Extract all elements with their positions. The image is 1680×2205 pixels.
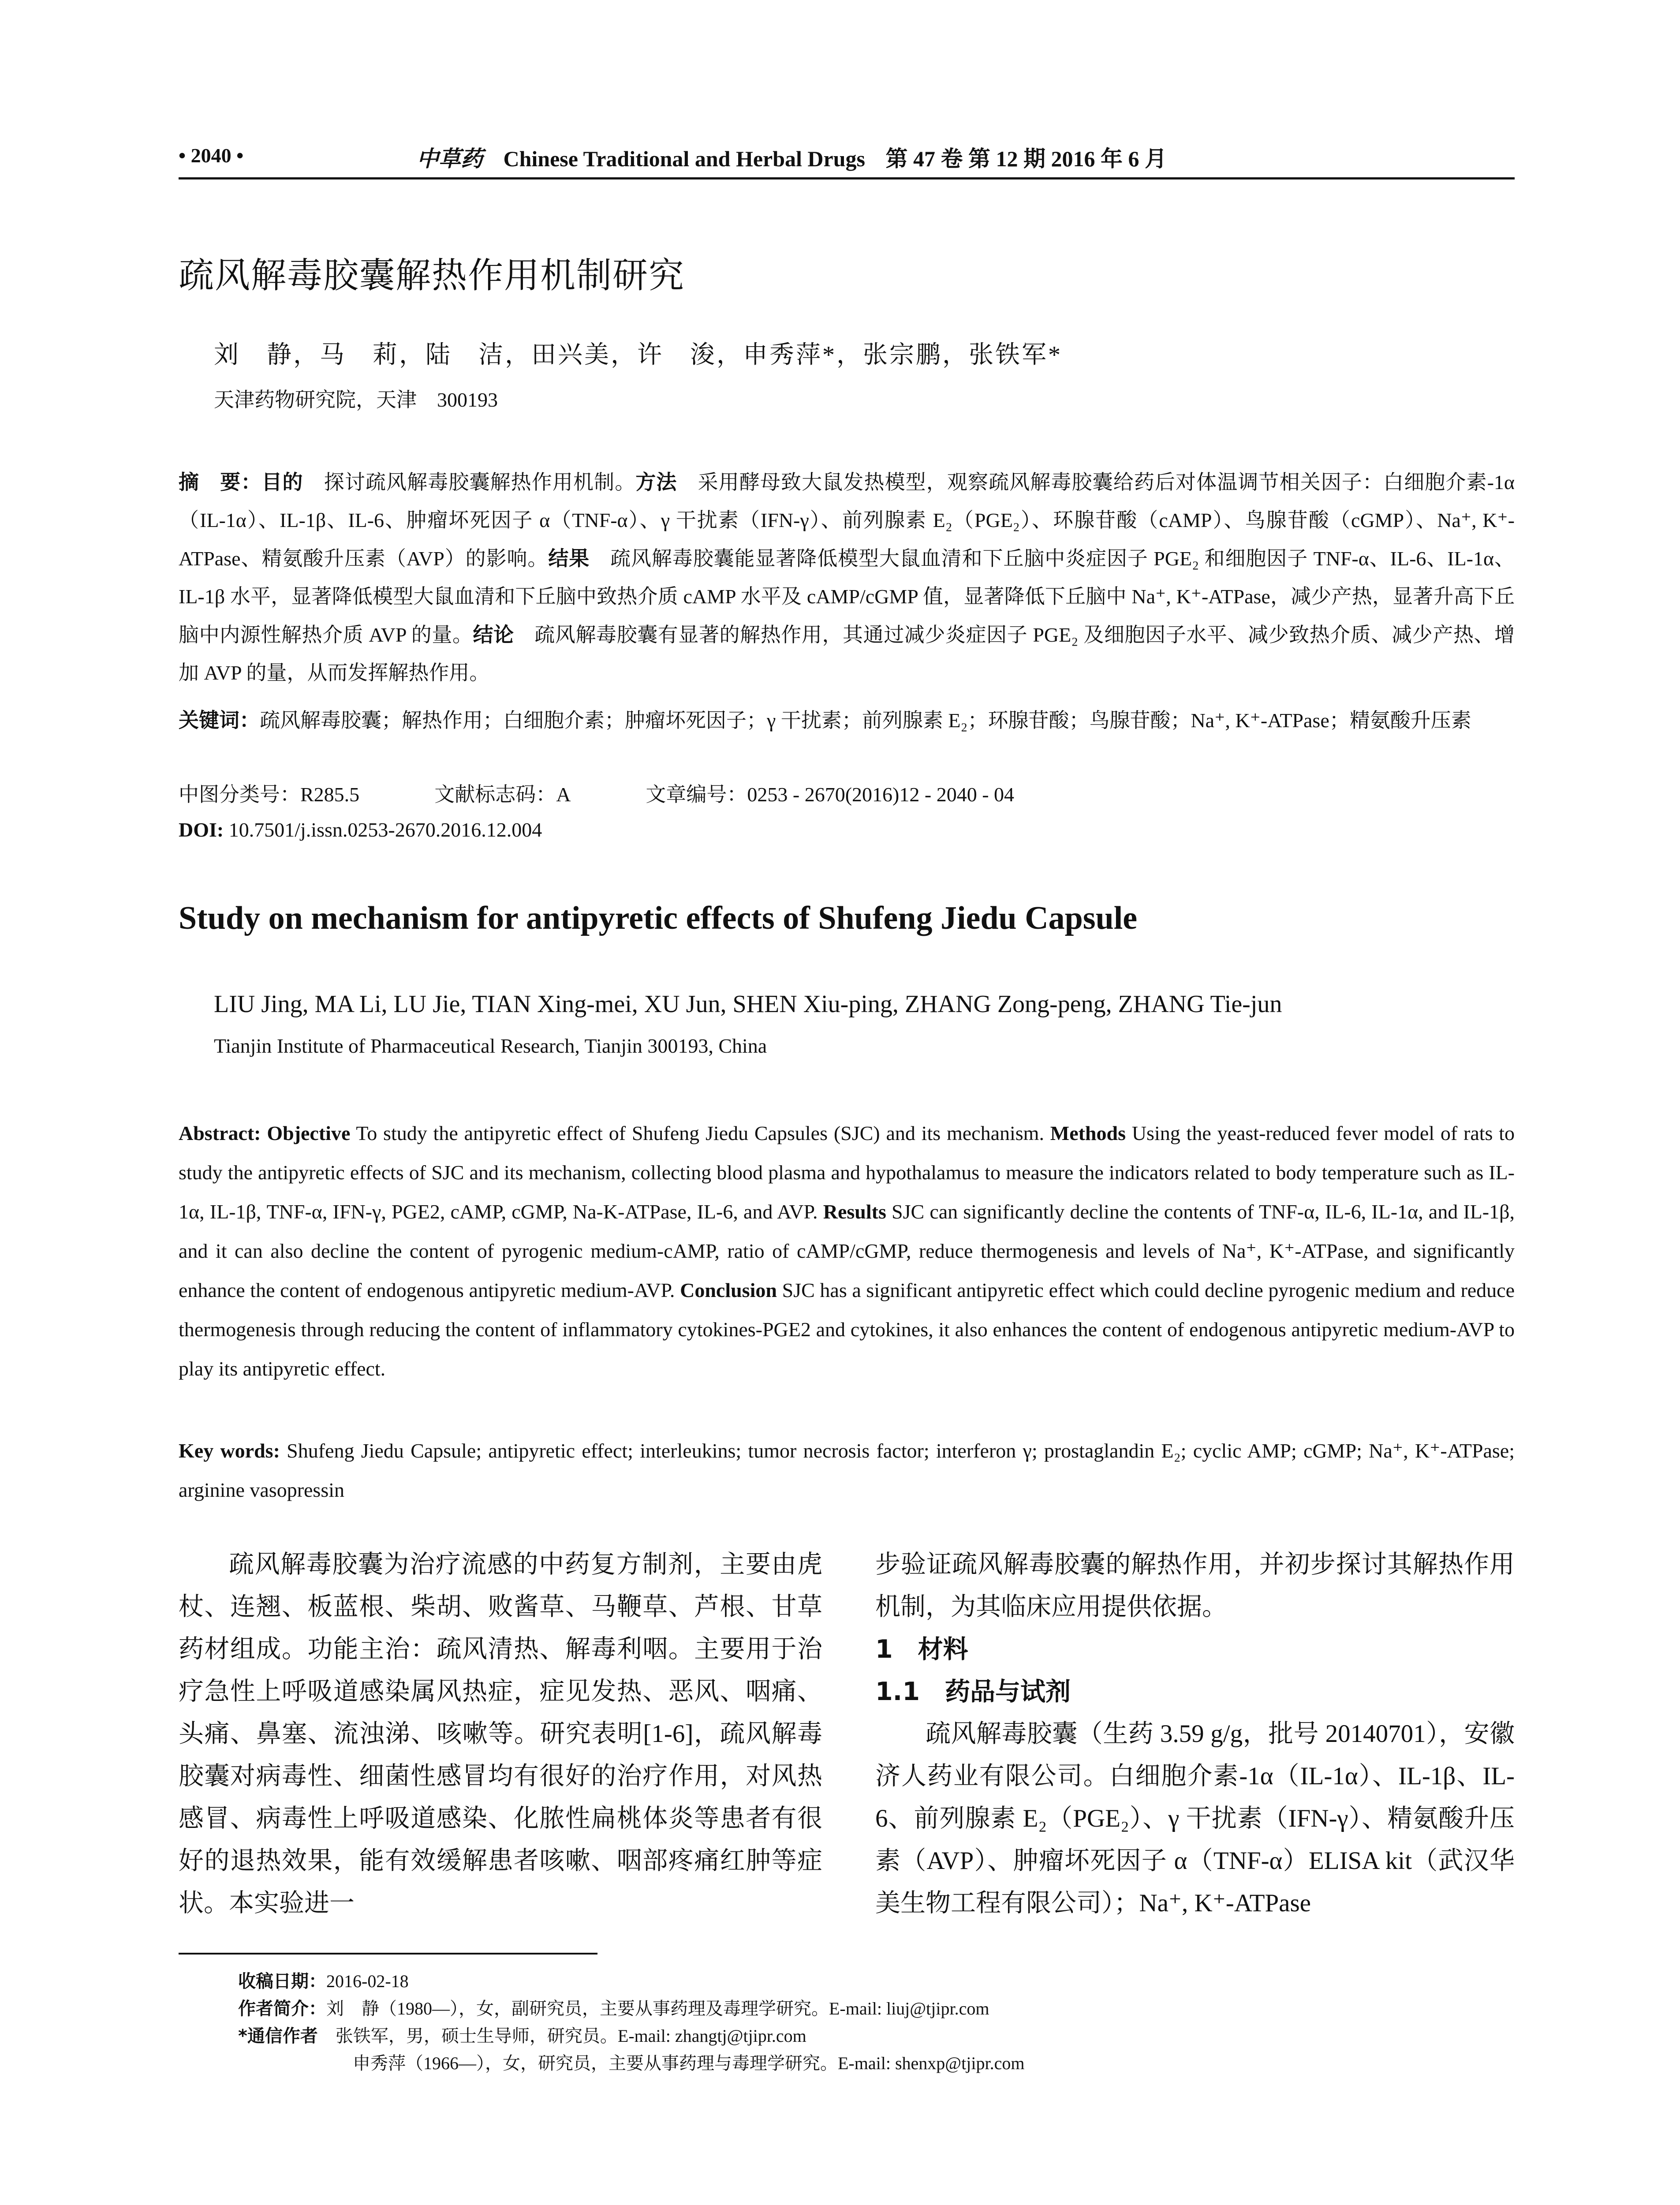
abstract-en bbox=[179, 1114, 1515, 1388]
abstract-cn-objective: 探讨疏风解毒胶囊解热作用机制。 bbox=[303, 471, 636, 493]
doi-value[interactable]: 10.7501/j.issn.0253-2670.2016.12.004 bbox=[224, 818, 542, 841]
affiliation-en: Tianjin Institute of Pharmaceutical Research, Tianjin 300193, China bbox=[214, 1035, 767, 1057]
footnote-rule bbox=[179, 1953, 597, 1955]
body-column-left bbox=[179, 1544, 822, 1925]
doi-label: DOI: bbox=[179, 818, 224, 841]
abstract-en-results-label: Results bbox=[823, 1200, 886, 1223]
body-paragraph-intro: 疏风解毒胶囊为治疗流感的中药复方制剂，主要由虎杖、连翘、板蓝根、柴胡、败酱草、马鞭草、芦根、甘草药材组成。功能主治：疏风清热、解毒利咽。主要用于治疗急性上呼吸道感染属风热症，症见发热、恶风、咽痛、头痛、鼻塞、流浊涕、咳嗽等。研究表明[1-6]，疏风解毒胶囊对病毒性、细菌性感冒均有很好的治疗作用，对风热感冒、病毒性上呼吸道感染、化脓性扁桃体炎等患者有很好的退热效果，能有效缓解患者咳嗽、咽部疼痛红肿等症状。本实验进一 bbox=[179, 1551, 822, 1917]
doi-line bbox=[179, 818, 542, 841]
abstract-en-results: SJC can significantly decline the contents of TNF-α, IL-6, IL-1α, and IL-1β, and it can also decline the content of pyrogenic medium-cAMP, ratio of cAMP/cGMP, reduce thermogenesis and levels of Na⁺, K⁺-ATPase, and significantly enhance the content of endogenous antipyretic medium-AVP. bbox=[179, 1200, 1515, 1301]
abstract-cn-methods: 采用酵母致大鼠发热模型，观察疏风解毒胶囊给药后对体温调节相关因子：白细胞介素-1α（IL-1α）、IL-1β、IL-6、肿瘤坏死因子 α（TNF-α）、γ 干扰素（IFN-γ）、前列腺素 E₂（PGE₂）、环腺苷酸（cAMP）、鸟腺苷酸（cGMP）、Na⁺, K⁺-ATPase、精氨酸升压素（AVP）的影响。 bbox=[179, 471, 1515, 570]
classification-line bbox=[179, 778, 1515, 807]
abstract-cn-objective-label: 目的 bbox=[261, 470, 303, 494]
abstract-en-label: Abstract: bbox=[179, 1122, 261, 1144]
keywords-en bbox=[179, 1431, 1515, 1510]
abstract-en-conclusion: SJC has a significant antipyretic effect which could decline pyrogenic medium and reduce thermogenesis through reducing the content of inflammatory cytokines-PGE2 and cytokines, it also enhances the content of endogenous antipyretic medium-AVP to play its antipyretic effect. bbox=[179, 1279, 1515, 1380]
footnote-received-date: 2016-02-18 bbox=[326, 1971, 409, 1991]
abstract-cn bbox=[179, 463, 1515, 692]
affiliation-cn: 天津药物研究院，天津 300193 bbox=[214, 389, 498, 411]
section-heading-1: 1 材料 bbox=[875, 1635, 968, 1664]
document-code: 文献标志码：A bbox=[434, 783, 571, 806]
section-heading-1-1: 1.1 药品与试剂 bbox=[875, 1677, 1071, 1706]
keywords-cn-text: 疏风解毒胶囊；解热作用；白细胞介素；肿瘤坏死因子；γ 干扰素；前列腺素 E₂；环腺苷酸；鸟腺苷酸；Na⁺, K⁺-ATPase；精氨酸升压素 bbox=[260, 709, 1471, 732]
abstract-en-methods-label: Methods bbox=[1050, 1122, 1126, 1144]
abstract-cn-label: 摘 要： bbox=[179, 470, 262, 494]
authors-en: LIU Jing, MA Li, LU Jie, TIAN Xing-mei, XU Jun, SHEN Xiu-ping, ZHANG Zong-peng, ZHANG Tie-jun bbox=[214, 990, 1282, 1018]
abstract-en-conclusion-label: Conclusion bbox=[680, 1279, 777, 1301]
abstract-cn-conclusion: 疏风解毒胶囊有显著的解热作用，其通过减少炎症因子 PGE₂ 及细胞因子水平、减少致热介质、减少产热、增加 AVP 的量，从而发挥解热作用。 bbox=[179, 624, 1515, 684]
footnote-corresponding bbox=[238, 2022, 1517, 2050]
keywords-en-label: Key words: bbox=[179, 1439, 280, 1462]
abstract-cn-conclusion-label: 结论 bbox=[473, 623, 514, 647]
article-title-en: Study on mechanism for antipyretic effects of Shufeng Jiedu Capsule bbox=[179, 900, 1138, 936]
footnote-bio-label: 作者简介： bbox=[238, 1999, 326, 2019]
abstract-cn-methods-label: 方法 bbox=[635, 470, 677, 494]
abstract-cn-results: 疏风解毒胶囊能显著降低模型大鼠血清和下丘脑中炎症因子 PGE₂ 和细胞因子 TNF-α、IL-6、IL-1α、IL-1β 水平，显著降低模型大鼠血清和下丘脑中致热介质 cAMP 水平及 cAMP/cGMP 值，显著降低下丘脑中 Na⁺, K⁺-ATPase，减少产热，显著升高下丘脑中内源性解热介质 AVP 的量。 bbox=[179, 547, 1515, 646]
journal-name-cn: 中草药 bbox=[417, 146, 483, 171]
footnote-received bbox=[238, 1968, 1517, 1995]
running-header bbox=[179, 140, 1515, 180]
abstract-cn-results-label: 结果 bbox=[548, 546, 590, 570]
journal-issue: 第 47 卷 第 12 期 2016 年 6 月 bbox=[885, 146, 1167, 171]
abstract-en-objective: To study the antipyretic effect of Shufeng Jiedu Capsules (SJC) and its mechanism. bbox=[350, 1122, 1044, 1144]
header-rule bbox=[179, 177, 1515, 179]
abstract-en-objective-label: Objective bbox=[267, 1122, 351, 1144]
journal-name-en: Chinese Traditional and Herbal Drugs bbox=[503, 146, 865, 171]
footnote-corresponding-label: *通信作者 bbox=[238, 2026, 318, 2046]
keywords-cn-label: 关键词： bbox=[179, 708, 260, 732]
authors-cn: 刘 静，马 莉，陆 洁，田兴美，许 浚，申秀萍*，张宗鹏，张铁军* bbox=[214, 341, 1062, 369]
article-title-cn: 疏风解毒胶囊解热作用机制研究 bbox=[179, 255, 685, 296]
abstract-en-methods: Using the yeast-reduced fever model of rats to study the antipyretic effects of SJC and its mechanism, collecting blood plasma and hypothalamus to measure the indicators related to body temperature such as IL-1α, IL-1β, TNF-α, IFN-γ, PGE2, cAMP, cGMP, Na-K-ATPase, IL-6, and AVP. bbox=[179, 1122, 1515, 1223]
journal-line bbox=[417, 141, 1167, 173]
keywords-cn bbox=[179, 701, 1515, 740]
clc-number: 中图分类号：R285.5 bbox=[179, 783, 360, 806]
footnote-corresponding-1: 张铁军，男，硕士生导师，研究员。E-mail: zhangtj@tjipr.com bbox=[317, 2026, 806, 2046]
article-number: 文章编号：0253 - 2670(2016)12 - 2040 - 04 bbox=[646, 783, 1015, 806]
keywords-en-text: Shufeng Jiedu Capsule; antipyretic effect; interleukins; tumor necrosis factor; interferon γ; prostaglandin E₂; cyclic AMP; cGMP; Na⁺, K⁺-ATPase; arginine vasopressin bbox=[179, 1439, 1515, 1501]
footnote bbox=[238, 1968, 1517, 2077]
body-paragraph-materials: 疏风解毒胶囊（生药 3.59 g/g，批号 20140701），安徽济人药业有限公司。白细胞介素-1α（IL-1α）、IL-1β、IL-6、前列腺素 E₂（PGE₂）、γ 干扰素（IFN-γ）、精氨酸升压素（AVP）、肿瘤坏死因子 α（TNF-α）ELISA kit（武汉华美生物工程有限公司）；Na⁺, K⁺-ATPase bbox=[875, 1720, 1515, 1917]
body-paragraph-intro-cont: 步验证疏风解毒胶囊的解热作用，并初步探讨其解热作用机制，为其临床应用提供依据。 bbox=[875, 1551, 1515, 1621]
footnote-corresponding-2: 申秀萍（1966—），女，研究员，主要从事药理与毒理学研究。E-mail: shenxp@tjipr.com bbox=[353, 2053, 1025, 2073]
footnote-bio-text: 刘 静（1980—），女，副研究员，主要从事药理及毒理学研究。E-mail: liuj@tjipr.com bbox=[326, 1999, 989, 2018]
page-number: • 2040 • bbox=[179, 144, 244, 167]
body-column-right bbox=[875, 1544, 1515, 1925]
footnote-received-label: 收稿日期： bbox=[238, 1971, 326, 1992]
footnote-bio bbox=[238, 1995, 1517, 2022]
